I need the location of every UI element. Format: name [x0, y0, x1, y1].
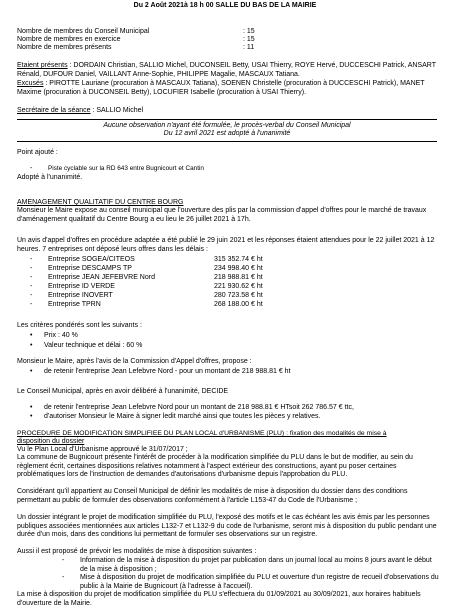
criteria-item: Prix : 40 %	[44, 332, 78, 339]
secretary-text: : SALLIO Michel	[92, 107, 144, 114]
proposal-item: de retenir l'entreprise Jean Lefebvre Nord - pour un montant de 218 988.81 € ht	[44, 368, 291, 375]
bid-name: Entreprise DESCAMPS TP	[48, 265, 132, 272]
decision-item: de retenir l'entreprise Jean Lefebvre Nord pour un montant de 218 988.81 € HTsoit 262 786.57 € ttc,	[44, 404, 354, 411]
bid-amount: 280 723.58 € ht	[214, 292, 263, 299]
plu-para-2: Considérant qu'il appartient au Conseil Municipal de définir les modalités de mise à disposition du dossier dans des conditions permettant au public de formuler des observations conformément à l'article L153-47 du Code de l'Urbanisme ;	[17, 488, 408, 504]
bid-amount: 221 930.62 € ht	[214, 283, 263, 290]
count-label: Nombre de membres présents	[17, 44, 112, 51]
bid-amount: 234 998.40 € ht	[214, 265, 263, 272]
amenagement-para-2: Un avis d'appel d'offres en procédure adaptée a été publié le 29 juin 2021 et les réponses étaient attendues pour le 22 juillet 2021 à 12 heures. 7 entreprises ont déposé leurs offres dans les délais :	[17, 237, 435, 253]
bullet: •	[30, 342, 33, 349]
bullet: •	[30, 368, 33, 375]
secretary-label: Secrétaire de la séance	[17, 107, 91, 114]
plu-para-5: La mise à disposition du projet de modification simplifiée du PLU s'effectuera du 01/09/2021 au 30/09/2021, aux horaires habituels d'ouverture de la Mairie.	[17, 591, 421, 607]
divider	[17, 141, 437, 142]
meeting-title: Du 2 Août 2021à 18 h 00 SALLE DU BAS DE LA MAIRIE	[133, 2, 317, 9]
bid-name: Entreprise ID VERDE	[48, 283, 115, 290]
added-point-title: Point ajouté :	[17, 149, 58, 156]
amenagement-para-1: Monsieur le Maire expose au conseil municipal que l'ouverture des plis par la commission d'appel d'offres pour le marché de travaux d'aménagement qualitatif du Centre Bourg a eu lieu le 26 juillet 2021 à 17h.	[17, 207, 427, 223]
count-label: Nombre de membres en exercice	[17, 36, 121, 43]
bid-amount: 218 988.81 € ht	[214, 274, 263, 281]
section-title-plu: PROCEDURE DE MODIFICATION SIMPLIFIEE DU PLAN LOCAL d'URBANISME (PLU) : fixation des modalités de mise à	[17, 430, 387, 437]
present-label: Etaient présents	[17, 62, 68, 69]
minutes-line-1: Aucune observation n'ayant été formulée, le procès-verbal du Conseil Municipal	[103, 122, 351, 129]
count-value: : 11	[243, 44, 255, 51]
bullet: •	[30, 413, 33, 420]
bid-name: Entreprise JEAN JEFEBVRE Nord	[48, 274, 155, 281]
count-value: : 15	[243, 28, 255, 35]
bid-name: Entreprise SOGEA/CITEOS	[48, 256, 135, 263]
bid-amount: 315 352.74 € ht	[214, 256, 263, 263]
count-value: : 15	[243, 36, 255, 43]
excused-label: Excusés	[17, 80, 44, 87]
section-title-plu-cont: disposition du dossier	[17, 438, 85, 445]
plu-para-4: Aussi il est proposé de prévoir les modalités de mise à disposition suivantes :	[17, 548, 257, 555]
bullet: -	[30, 265, 33, 272]
plu-item: Information de la mise à disposition du projet par publication dans un journal local au moins 8 jours avant le début de la mise à disposition ;	[80, 557, 432, 573]
added-point-item: Piste cyclable sur la RD 643 entre Bugnicourt et Cantin	[48, 165, 204, 172]
decision-item: d'autoriser Monsieur le Maire à signer ledit marché ainsi que toutes les pièces y relatives.	[44, 413, 321, 420]
plu-para-3: Un dossier intégrant le projet de modification simplifiée du PLU, l'exposé des motifs et le cas échéant les avis émis par les personnes publiques associées mentionnées aux articles L132-7 et L132-9 du code de l'urbanisme, seront mis à disposition du public pendant une durée d'un mois, dans des conditions lui permettant de formuler ses observations sur un registre.	[17, 514, 437, 539]
bid-name: Entreprise TPRN	[48, 301, 101, 308]
amenagement-para-4: Le Conseil Municipal, après en avoir délibéré à l'unanimité, DECIDE	[17, 388, 229, 395]
bullet: •	[30, 332, 33, 339]
bullet: -	[30, 165, 33, 172]
bullet: -	[30, 301, 33, 308]
bullet: -	[30, 283, 33, 290]
present-text: : DORDAIN Christian, SALLIO Michel, DUCONSEIL Betty, USAI Thierry, ROYE Hervé, DUCCESCHI Patrick, ANSART Rénald, DUFOUR Daniel, VAILLANT Anne-Sophie, PHILIPPE Magalie, MASCAUX Tatiana.	[17, 62, 436, 78]
bullet: -	[30, 274, 33, 281]
count-label: Nombre de membres du Conseil Municipal	[17, 28, 150, 35]
added-point-adopted: Adopté à l'unanimité.	[17, 174, 83, 181]
plu-item: Mise à disposition du projet de modification simplifiée du PLU et ouverture d'un registre de recueil d'observations du public à la Mairie de Bugnicourt (à l'adresse à l'accueil).	[80, 574, 439, 590]
divider	[17, 119, 437, 120]
excused-text: : PIROTTE Lauriane (procuration à MASCAUX Tatiana), SOENEN Christelle (procuration à DUCCESCHI Patrick), MANET Maxime (procuration à DUCONSEIL Betty), LOCUFIER Isabelle (procuration à USAI Thierry).	[17, 80, 425, 96]
attendance-secretary	[17, 107, 143, 116]
bullet: -	[62, 574, 65, 581]
plu-para-0: Vu le Plan Local d'Urbanisme approuvé le 31/07/2017 ;	[17, 446, 188, 453]
amenagement-para-3: Monsieur le Maire, après l'avis de la Commission d'Appel d'offres, propose :	[17, 358, 252, 365]
bullet: -	[30, 256, 33, 263]
attendance-present	[17, 62, 437, 79]
attendance-excused	[17, 80, 437, 97]
criteria-title: Les critères pondérés sont les suivants :	[17, 322, 142, 329]
bullet: -	[30, 292, 33, 299]
criteria-item: Valeur technique et délai : 60 %	[44, 342, 143, 349]
bullet: •	[30, 404, 33, 411]
bid-name: Entreprise INOVERT	[48, 292, 113, 299]
section-title-amenagement: AMENAGEMENT QUALITATIF DU CENTRE BOURG	[17, 199, 184, 206]
minutes-line-2: Du 12 avril 2021 est adopté à l'unanimité	[163, 130, 291, 137]
plu-para-1: La commune de Bugnicourt présente l'intérêt de procéder à la modification simplifiée du PLU dans le but de modifier, au sein du règlement écrit, certaines dispositions relatives notamment à l'aspect extérieur des constructions, ayant pu poser certaines problématiques lors de l'instruction de demandes d'autorisations d'urbanisme depuis l'approbation du PLU.	[17, 454, 413, 479]
bid-amount: 268 188.00 € ht	[214, 301, 263, 308]
bullet: -	[62, 557, 65, 564]
